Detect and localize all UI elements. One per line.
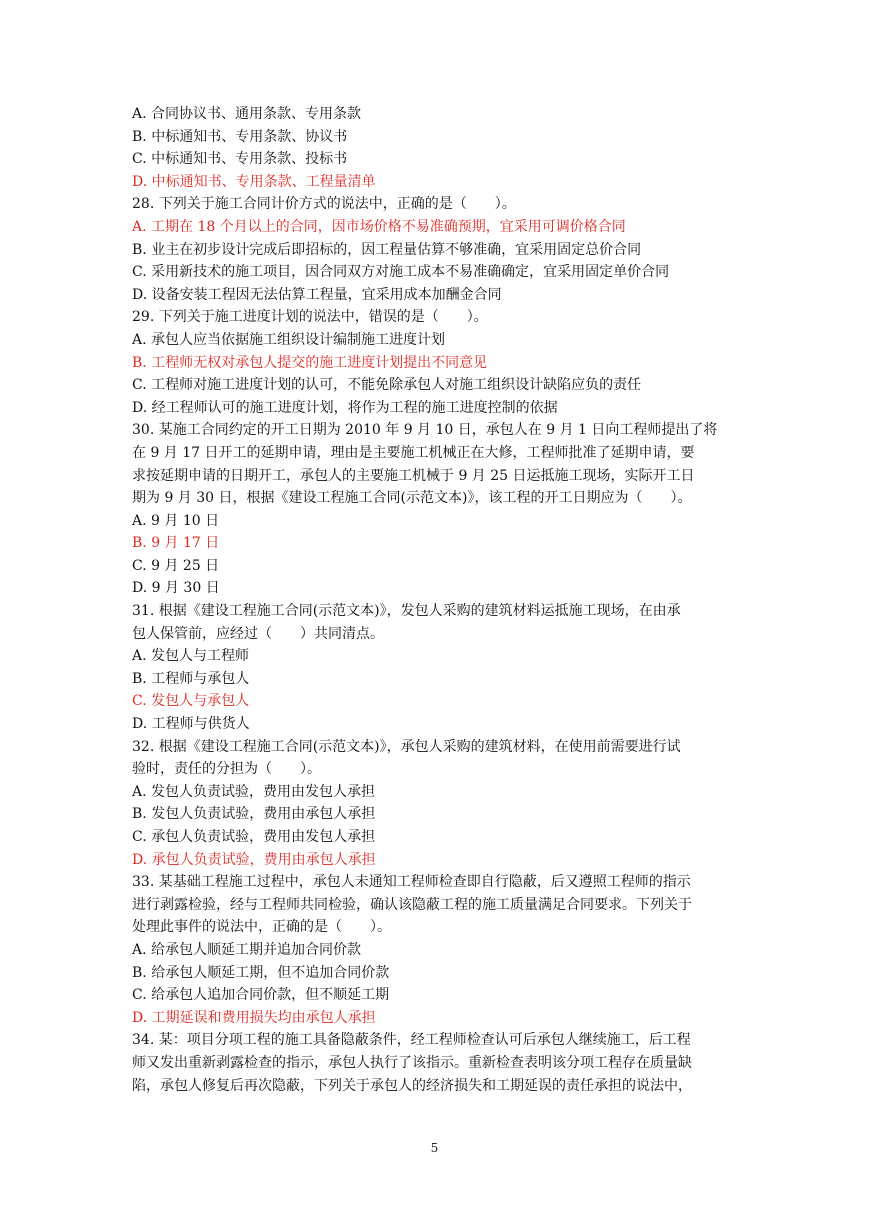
answer-line: D. 承包人负责试验，费用由承包人承担 <box>132 851 376 868</box>
text-line: C. 9 月 25 日 <box>132 557 220 574</box>
text-line: A. 9 月 10 日 <box>132 512 220 529</box>
page-number: 5 <box>430 1141 439 1155</box>
text-line: D. 工程师与供货人 <box>132 716 250 733</box>
text-line: 师又发出重新剥露检查的指示，承包人执行了该指示。重新检查表明该分项工程存在质量缺 <box>132 1054 692 1071</box>
answer-line: D. 工期延误和费用损失均由承包人承担 <box>132 1009 376 1026</box>
text-line: 34. 某：项目分项工程的施工具备隐蔽条件，经工程师检查认可后承包人继续施工，后工程 <box>132 1032 691 1049</box>
text-line: A. 给承包人顺延工期并追加合同价款 <box>132 941 362 958</box>
text-line: C. 给承包人追加合同价款，但不顺延工期 <box>132 987 390 1004</box>
text-line: 期为 9 月 30 日，根据《建设工程施工合同(示范文本)》，该工程的开工日期应为（ ）。 <box>132 490 692 507</box>
text-line: 处理此事件的说法中，正确的是（ ）。 <box>132 919 391 936</box>
text-line: A. 承包人应当依据施工组织设计编制施工进度计划 <box>132 331 446 348</box>
text-line: D. 设备安装工程因无法估算工程量，宜采用成本加酬金合同 <box>132 286 502 303</box>
page-content <box>132 103 740 1097</box>
text-line: C. 承包人负责试验，费用由发包人承担 <box>132 829 376 845</box>
text-line: B. 中标通知书、专用条款、协议书 <box>132 128 348 145</box>
text-line: 29. 下列关于施工进度计划的说法中，错误的是（ ）。 <box>132 309 488 326</box>
answer-line: A. 工期在 18 个月以上的合同，因市场价格不易准确预期，宜采用可调价格合同 <box>132 218 626 235</box>
text-line: 陷，承包人修复后再次隐蔽，下列关于承包人的经济损失和工期延误的责任承担的说法中， <box>132 1077 692 1094</box>
text-line: D. 经工程师认可的施工进度计划，将作为工程的施工进度控制的依据 <box>132 399 558 416</box>
text-line: C. 工程师对施工进度计划的认可，不能免除承包人对施工组织设计缺陷应负的责任 <box>132 377 642 394</box>
text-line: 验时，责任的分担为（ ）。 <box>132 761 321 778</box>
text-line: 33. 某基础工程施工过程中，承包人未通知工程师检查即自行隐蔽，后又遵照工程师的指示 <box>132 874 691 891</box>
answer-line: B. 工程师无权对承包人提交的施工进度计划提出不同意见 <box>132 354 488 371</box>
text-line: B. 给承包人顺延工期，但不追加合同价款 <box>132 964 390 981</box>
text-line: C. 采用新技术的施工项目，因合同双方对施工成本不易准确确定，宜采用固定单价合同 <box>132 264 670 281</box>
text-line: B. 工程师与承包人 <box>132 670 250 687</box>
text-line: B. 发包人负责试验，费用由承包人承担 <box>132 806 376 823</box>
text-line: A. 发包人负责试验，费用由发包人承担 <box>132 783 376 800</box>
text-line: 30. 某施工合同约定的开工日期为 2010 年 9 月 10 日，承包人在 9 月 1 日向工程师提出了将 <box>132 422 718 439</box>
text-line: 32. 根据《建设工程施工合同(示范文本)》，承包人采购的建筑材料，在使用前需要进行试 <box>132 738 681 755</box>
text-line: 包人保管前，应经过（ ）共同清点。 <box>132 625 384 642</box>
text-line: 31. 根据《建设工程施工合同(示范文本)》，发包人采购的建筑材料运抵施工现场，在由承 <box>132 603 681 620</box>
text-line: 在 9 月 17 日开工的延期申请，理由是主要施工机械正在大修，工程师批准了延期申请，要 <box>132 444 695 461</box>
text-line: C. 中标通知书、专用条款、投标书 <box>132 151 348 168</box>
text-line: B. 业主在初步设计完成后即招标的，因工程量估算不够准确，宜采用固定总价合同 <box>132 241 642 258</box>
answer-line: C. 发包人与承包人 <box>132 693 250 710</box>
text-line: A. 合同协议书、通用条款、专用条款 <box>132 106 362 122</box>
text-line: 进行剥露检验，经与工程师共同检验，确认该隐蔽工程的施工质量满足合同要求。下列关于 <box>132 896 692 913</box>
text-line: A. 发包人与工程师 <box>132 648 250 665</box>
text-line: 28. 下列关于施工合同计价方式的说法中，正确的是（ ）。 <box>132 196 516 213</box>
answer-line: B. 9 月 17 日 <box>132 535 220 552</box>
text-line: 求按延期申请的日期开工，承包人的主要施工机械于 9 月 25 日运抵施工现场，实际开工日 <box>132 467 695 484</box>
text-line: D. 9 月 30 日 <box>132 580 220 597</box>
answer-line: D. 中标通知书、专用条款、工程量清单 <box>132 173 376 190</box>
